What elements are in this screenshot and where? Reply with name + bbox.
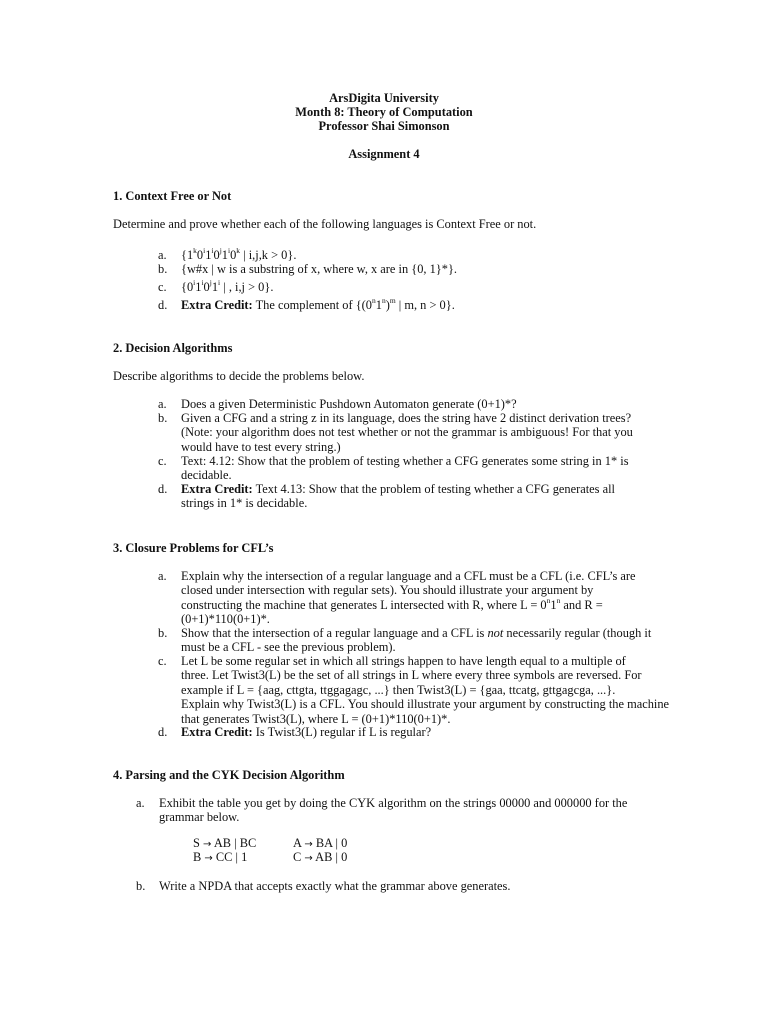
grammar-rule: A → BA | 0	[293, 836, 348, 850]
grammar-rule: S → AB | BC	[193, 836, 257, 850]
list-item: {w#x | w is a substring of x, where w, x are in {0, 1}*}.	[181, 262, 457, 276]
list-item: Let L be some regular set in which all strings happen to have length equal to a multiple of three. Let Twist3(L) be the set of all strings in L where every three symbols are reversed. For example if L = {aag, cttgta, ttggagagc, ...} then Twist3(L) = {gaa, ttcatg, gttgagcga, ...}. Explain why Twist3(L) is a CFL. You should illustrate your argument by constructing the machine that generates Twist3(L), where L = (0+1)*110(0+1)*.	[181, 654, 670, 726]
section-2-heading: 2. Decision Algorithms	[113, 341, 233, 355]
professor-name: Professor Shai Simonson	[318, 119, 450, 133]
list-label: b.	[158, 262, 168, 276]
grammar-rule: B → CC | 1	[193, 850, 248, 864]
list-label: a.	[158, 248, 167, 262]
list-item: Extra Credit: Is Twist3(L) regular if L is regular?	[181, 725, 432, 739]
list-item: Text: 4.12: Show that the problem of testing whether a CFG generates some string in 1* is decidable.	[181, 454, 629, 483]
list-label: b.	[136, 879, 146, 893]
list-item: {0$^i$1$^i$0$^j$1$^i$ | , i,j > 0}.	[181, 278, 274, 294]
list-item: {1$^k$0$^i$1$^i$0$^j$1$^i$0$^k$ | i,j,k > 0}.	[181, 246, 297, 262]
list-item: Given a CFG and a string z in its language, does the string have 2 distinct derivation trees? (Note: your algorithm does not test whether or not the grammar is ambiguous! For that you would have to test every string.)	[181, 411, 633, 454]
list-label: a.	[158, 397, 167, 411]
list-label: b.	[158, 626, 168, 640]
course-title: Month 8: Theory of Computation	[295, 105, 473, 119]
list-item: Exhibit the table you get by doing the CYK algorithm on the strings 00000 and 000000 for the grammar below.	[159, 796, 628, 825]
list-item: Does a given Deterministic Pushdown Automaton generate (0+1)*?	[181, 397, 517, 411]
list-item: Extra Credit: The complement of {$(0^n1^n)^m$ | m, n > 0}.	[181, 296, 455, 312]
university-title: ArsDigita University	[329, 91, 439, 105]
section-3-heading: 3. Closure Problems for CFL’s	[113, 541, 274, 555]
list-label: c.	[158, 280, 167, 294]
section-1-heading: 1. Context Free or Not	[113, 189, 232, 203]
list-item: Write a NPDA that accepts exactly what the grammar above generates.	[159, 879, 511, 893]
right-arrow-icon: →	[204, 853, 213, 864]
section-1-intro: Determine and prove whether each of the following languages is Context Free or not.	[113, 217, 537, 231]
list-label: a.	[158, 569, 167, 583]
list-item: Extra Credit: Text 4.13: Show that the problem of testing whether a CFG generates all strings in 1* is decidable.	[181, 482, 615, 511]
list-label: d.	[158, 298, 168, 312]
right-arrow-icon: →	[304, 839, 313, 850]
assignment-title: Assignment 4	[348, 147, 420, 161]
right-arrow-icon: →	[304, 853, 313, 864]
list-label: a.	[136, 796, 145, 810]
list-label: d.	[158, 725, 168, 739]
section-2-intro: Describe algorithms to decide the problems below.	[113, 369, 365, 383]
list-item: Explain why the intersection of a regular language and a CFL must be a CFL (i.e. CFL’s are closed under intersection with regular sets). You should illustrate your argument by constructing the machine that generates L intersected with R, where $L = 0^n1^n$ and R = (0+1)*110(0+1)*.	[181, 569, 636, 627]
list-label: b.	[158, 411, 168, 425]
grammar-rule: C → AB | 0	[293, 850, 348, 864]
list-item: Show that the intersection of a regular language and a CFL is not necessarily regular (though it must be a CFL - see the previous problem).	[181, 626, 652, 655]
section-4-heading: 4. Parsing and the CYK Decision Algorithm	[113, 768, 345, 782]
list-label: c.	[158, 454, 167, 468]
list-label: d.	[158, 482, 168, 496]
list-label: c.	[158, 654, 167, 668]
right-arrow-icon: →	[203, 839, 212, 850]
